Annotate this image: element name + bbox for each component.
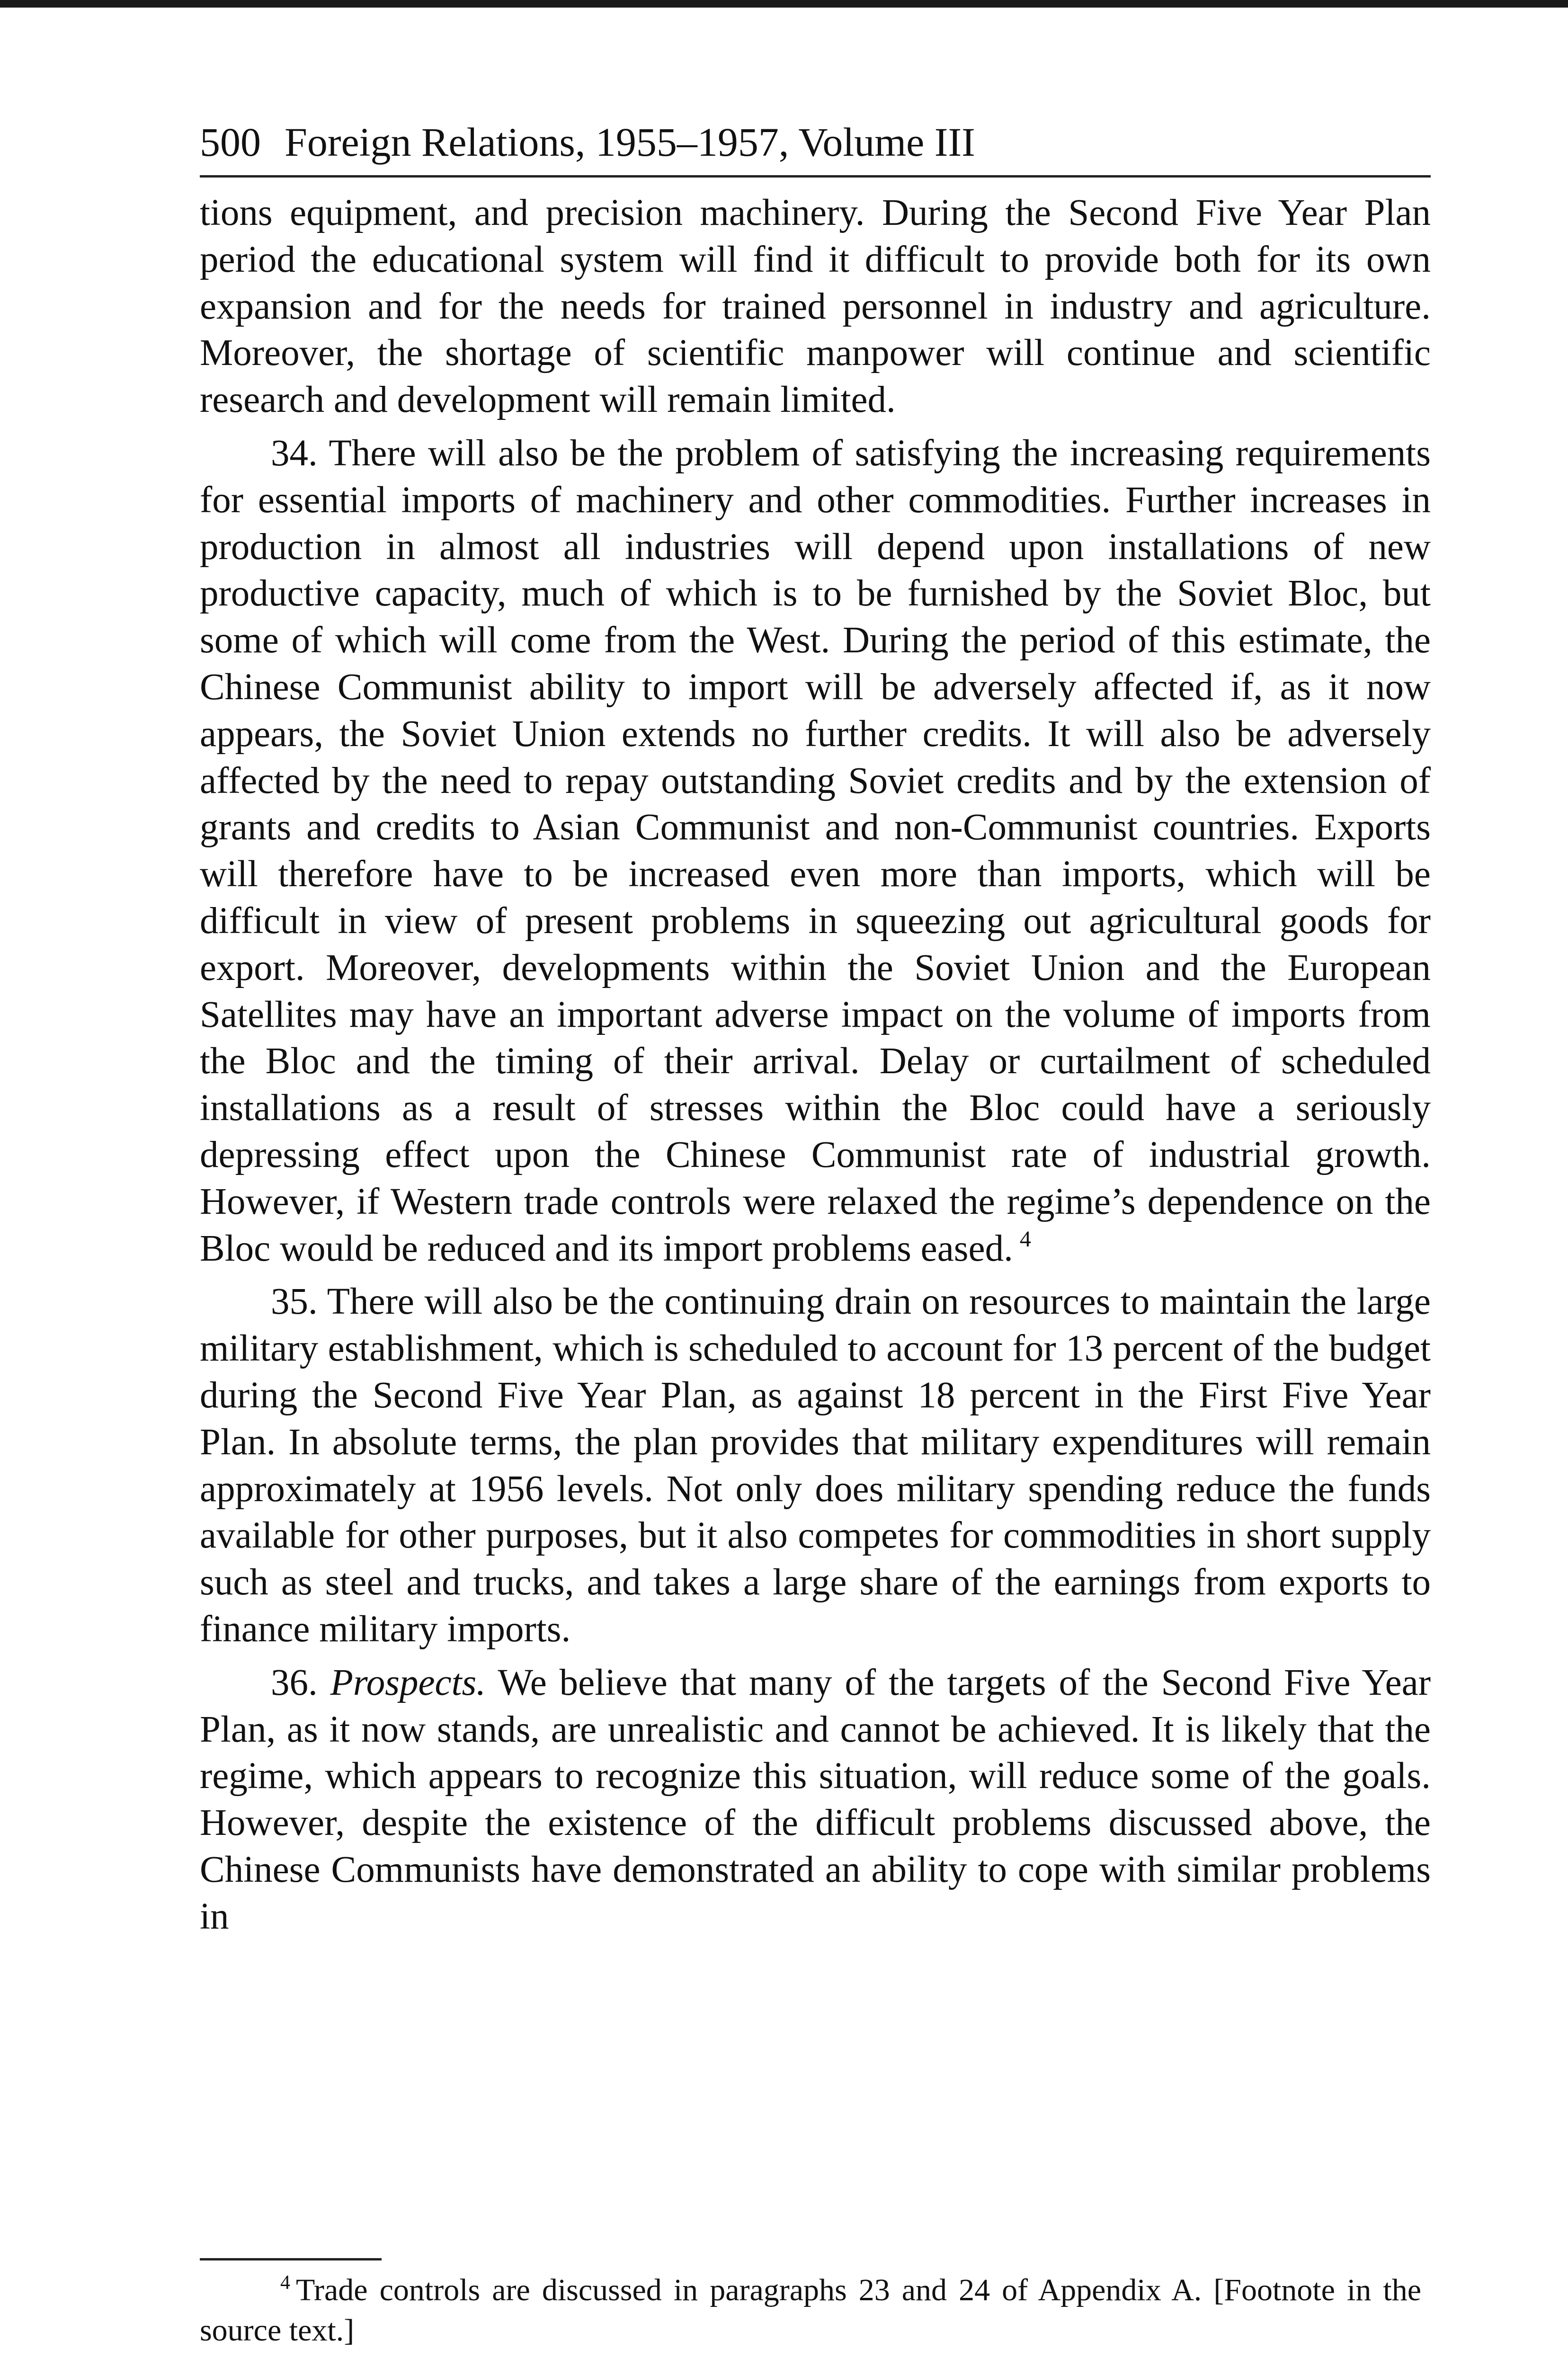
paragraph-36-number: 36. (271, 1662, 318, 1703)
document-page (200, 109, 1431, 1940)
footnote-marker: 4 (280, 2272, 290, 2294)
paragraph-34 (200, 430, 1431, 1272)
paragraph-34-text: 34. There will also be the problem of satisfying the increasing requirements for essential imports of machinery and other commodities. Further increases in production in almost all industries will depend upon installations of new productive capacity, much of which is to be furnished by the Soviet Bloc, but some of which will come from the West. During the period of this estimate, the Chinese Communist ability to import will be adversely affected if, as it now appears, the Soviet Union extends no further credits. It will also be adversely affected by the need to repay outstanding Soviet credits and by the extension of grants and credits to Asian Communist and non-Communist countries. Exports will therefore have to be increased even more than imports, which will be difficult in view of present problems in squeezing out agricultural goods for export. Moreover, developments within the Soviet Union and the European Satellites may have an important adverse impact on the volume of imports from the Bloc and the timing of their arrival. Delay or curtailment of scheduled installations as a result of stresses within the Bloc could have a seriously depressing effect upon the Chinese Communist rate of industrial growth. However, if Western trade controls were relaxed the regime’s dependence on the Bloc would be reduced and its import problems eased. (200, 432, 1431, 1269)
paragraph-36-heading: Prospects. (330, 1662, 486, 1703)
running-title: Foreign Relations, 1955–1957, Volume III (285, 119, 975, 165)
running-header (200, 109, 1431, 178)
footnote-divider (200, 2258, 382, 2260)
scan-top-edge (0, 0, 1568, 8)
footnote (200, 2270, 1421, 2350)
footnote-reference: 4 (1019, 1226, 1031, 1252)
paragraph-35: 35. There will also be the continuing drain on resources to maintain the large military establishment, which is scheduled to account for 13 percent of the budget during the Second Five Year Plan, as against 18 percent in the First Five Year Plan. In absolute terms, the plan provides that military expenditures will remain approximately at 1956 levels. Not only does military spending reduce the funds available for other purposes, but it also competes for commodities in short supply such as steel and trucks, and takes a large share of the earnings from exports to finance military imports. (200, 1281, 1431, 1650)
body-text (200, 190, 1431, 1940)
paragraph-36-text: We believe that many of the targets of the Second Five Year Plan, as it now stands, are unrealistic and cannot be achieved. It is likely that the regime, which appears to recognize this situation, will reduce some of the goals. However, despite the existence of the difficult problems discussed above, the Chinese Communists have demonstrated an ability to cope with similar problems in (200, 1662, 1431, 1937)
footnote-text: Trade controls are discussed in paragraphs 23 and 24 of Appendix A. [Footnote in the source text.] (200, 2273, 1421, 2348)
paragraph-36 (200, 1660, 1431, 1940)
page-number: 500 (200, 119, 261, 165)
paragraph-continuation: tions equipment, and precision machinery. During the Second Five Year Plan period the educational system will find it difficult to provide both for its own expansion and for the needs for trained personnel in industry and agriculture. Moreover, the shortage of scientific manpower will continue and scientific research and development will remain limited. (200, 192, 1431, 421)
